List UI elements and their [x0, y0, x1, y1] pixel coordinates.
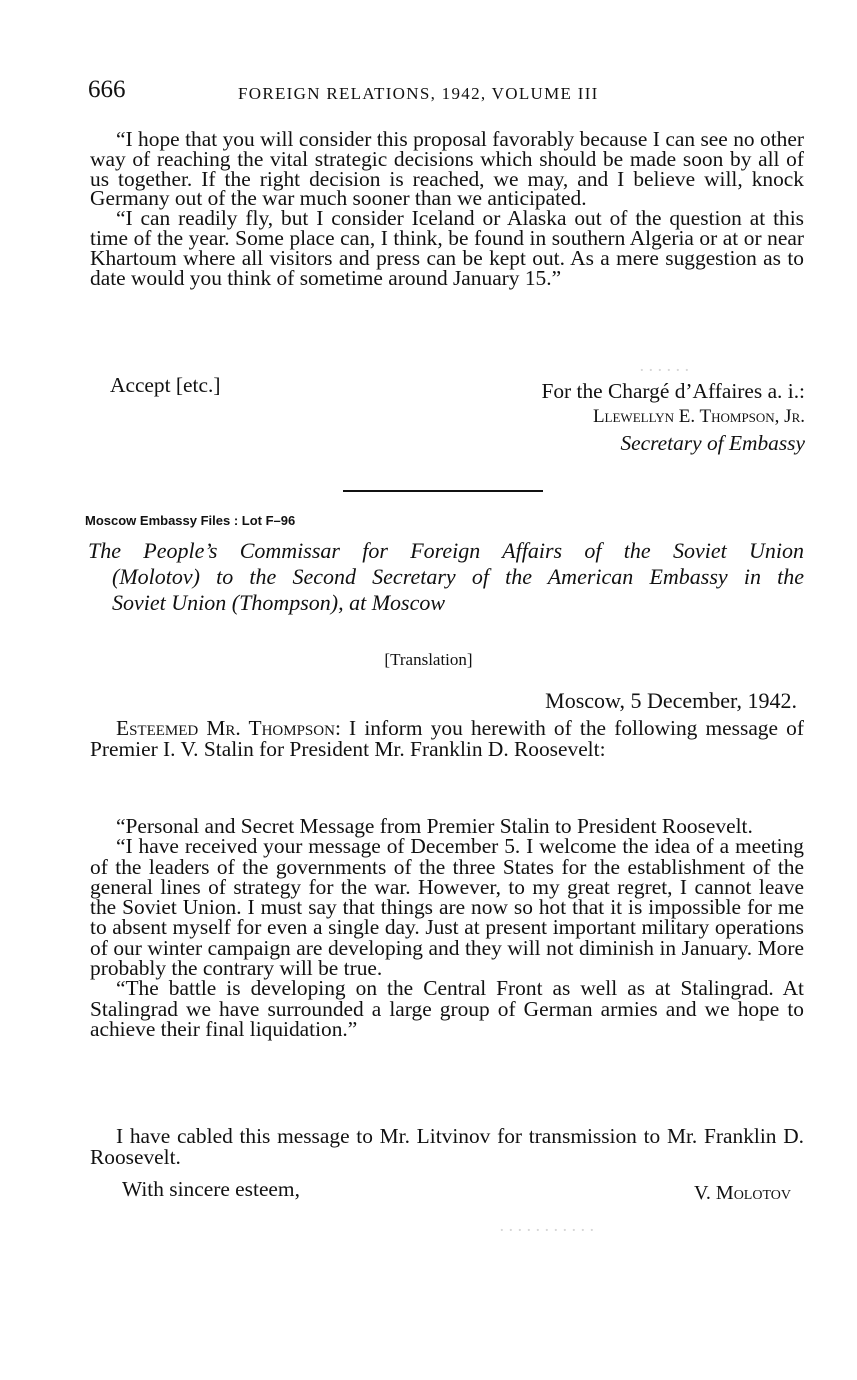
- opening-paragraph: [90, 718, 804, 760]
- paragraph: “The battle is developing on the Central Front as well as at Stalingrad. At Stalingrad we have surrounded a large group of German armies and we hope to achieve their final liquidation.”: [90, 976, 804, 1041]
- file-reference: Moscow Embassy Files : Lot F–96: [85, 513, 296, 528]
- paragraph: “Personal and Secret Message from Premier Stalin to President Roosevelt.: [116, 814, 753, 838]
- dateline: Moscow, 5 December, 1942.: [545, 688, 797, 713]
- paragraph: I have cabled this message to Mr. Litvinov for transmission to Mr. Franklin D. Roosevelt.: [90, 1124, 804, 1169]
- translation-note: [Translation]: [384, 650, 473, 669]
- title-line: Soviet Union (Thompson), at Moscow: [112, 590, 446, 615]
- signature-block: [541, 378, 805, 456]
- signature-name: Llewellyn E. Thompson, Jr.: [592, 406, 805, 427]
- stalin-message: [90, 816, 804, 1039]
- closing-paragraph-block: [90, 1126, 804, 1168]
- letter-opening: [90, 718, 804, 760]
- section-divider: [343, 490, 543, 492]
- salutation: Esteemed Mr. Thompson:: [116, 716, 341, 740]
- running-header: [88, 74, 797, 110]
- title-line: (Molotov) to the Second Secretary of the American Embassy in the: [112, 564, 804, 589]
- running-title: FOREIGN RELATIONS, 1942, VOLUME III: [238, 84, 599, 103]
- signature-title: Secretary of Embassy: [620, 431, 805, 455]
- paragraph: “I have received your message of December 5. I welcome the idea of a meeting of the leaders of the governments of the three States for the establishment of the general lines of strategy for the war. However, to my great regret, I cannot leave the Soviet Union. I must say that things are now so hot that it is impossible for me to absent myself for even a single day. Just at present important military operations of our winter campaign are developing and they will not diminish in January. More probably the contrary will be true.: [90, 834, 804, 981]
- top-letter-body: [90, 127, 804, 290]
- paragraph: “I can readily fly, but I consider Iceland or Alaska out of the question at this time of the year. Some place can, I think, be found in southern Algeria or at or near Khartoum where all visitors and press can be kept out. As a mere suggestion as to date would you think of sometime around January 15.”: [90, 206, 804, 290]
- valediction: With sincere esteem,: [122, 1177, 300, 1201]
- opening-text: I inform you herewith of the following message of Premier I. V. Stalin for President Mr. Franklin D. Roosevelt:: [90, 716, 804, 761]
- signer-name: V. Molotov: [694, 1182, 791, 1204]
- title-line: The People’s Commissar for Foreign Affairs of the Soviet Union: [88, 538, 804, 563]
- accept-line: Accept [etc.]: [110, 373, 221, 397]
- bleed-through-text: . . . . . .: [640, 355, 690, 375]
- signature-for-line: For the Chargé d’Affaires a. i.:: [541, 379, 805, 403]
- page-number: 666: [88, 76, 126, 103]
- bleed-through-text: . . . . . . . . . . .: [500, 1215, 595, 1235]
- paragraph: “I hope that you will consider this proposal favorably because I can see no other way of reaching the vital strategic decisions which should be made soon by all of us together. If the right decision is reached, we may, and I believe will, knock Germany out of the war much sooner than we anticipated.: [90, 127, 804, 211]
- document-title: [88, 538, 804, 616]
